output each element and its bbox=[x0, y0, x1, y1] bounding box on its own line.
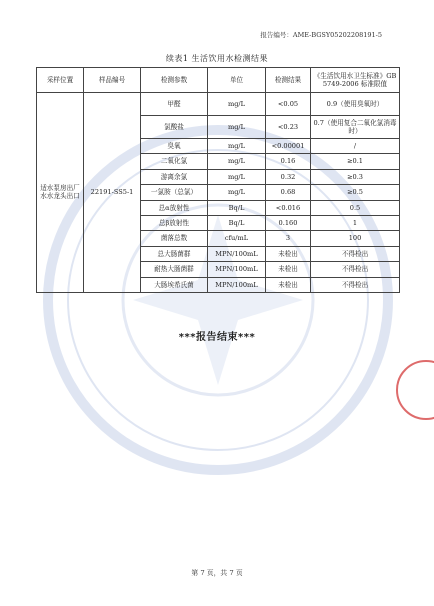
param-cell: 总β放射性 bbox=[141, 215, 208, 230]
col-header-sample-id: 样品编号 bbox=[84, 68, 141, 93]
unit-cell: MPN/100mL bbox=[208, 277, 266, 292]
result-cell: <0.05 bbox=[266, 93, 311, 116]
col-header-unit: 单位 bbox=[208, 68, 266, 93]
param-cell: 甲醛 bbox=[141, 93, 208, 116]
unit-cell: mg/L bbox=[208, 116, 266, 139]
page-number: 第 7 页，共 7 页 bbox=[191, 569, 243, 577]
unit-cell: MPN/100mL bbox=[208, 262, 266, 277]
result-cell: 未检出 bbox=[266, 262, 311, 277]
limit-cell: 不得检出 bbox=[311, 262, 400, 277]
limit-cell: 不得检出 bbox=[311, 246, 400, 261]
unit-cell: mg/L bbox=[208, 185, 266, 200]
red-seal-stamp bbox=[396, 360, 434, 420]
col-header-parameter: 检测参数 bbox=[141, 68, 208, 93]
limit-cell: 0.9（使用臭氧时） bbox=[311, 93, 400, 116]
unit-cell: mg/L bbox=[208, 169, 266, 184]
result-cell: 0.160 bbox=[266, 215, 311, 230]
report-number: 报告编号：AME-BGSY05202208191-5 bbox=[260, 31, 382, 39]
limit-cell: 100 bbox=[311, 231, 400, 246]
result-cell: <0.016 bbox=[266, 200, 311, 215]
result-cell: 0.32 bbox=[266, 169, 311, 184]
param-cell: 一氯胺（总氯） bbox=[141, 185, 208, 200]
param-cell: 臭氧 bbox=[141, 139, 208, 154]
result-cell: <0.00001 bbox=[266, 139, 311, 154]
param-cell: 耐热大肠菌群 bbox=[141, 262, 208, 277]
result-cell: 未检出 bbox=[266, 246, 311, 261]
param-cell: 游离余氯 bbox=[141, 169, 208, 184]
unit-cell: mg/L bbox=[208, 93, 266, 116]
result-cell: 3 bbox=[266, 231, 311, 246]
sample-id-cell: 22191-SS5-1 bbox=[84, 93, 141, 293]
result-cell: 未检出 bbox=[266, 277, 311, 292]
param-cell: 菌落总数 bbox=[141, 231, 208, 246]
col-header-location: 采样位置 bbox=[37, 68, 84, 93]
limit-cell: ≥0.1 bbox=[311, 154, 400, 169]
result-cell: 0.68 bbox=[266, 185, 311, 200]
limit-cell: 不得检出 bbox=[311, 277, 400, 292]
unit-cell: mg/L bbox=[208, 154, 266, 169]
param-cell: 大肠埃希氏菌 bbox=[141, 277, 208, 292]
unit-cell: mg/L bbox=[208, 139, 266, 154]
col-header-result: 检测结果 bbox=[266, 68, 311, 93]
limit-cell: ≥0.5 bbox=[311, 185, 400, 200]
result-cell: <0.23 bbox=[266, 116, 311, 139]
result-cell: 0.16 bbox=[266, 154, 311, 169]
limit-cell: 0.5 bbox=[311, 200, 400, 215]
results-table bbox=[36, 67, 400, 293]
limit-cell: 0.7（使用复合二氧化氯消毒时） bbox=[311, 116, 400, 139]
table-title: 续表1 生活饮用水检测结果 bbox=[165, 54, 269, 63]
limit-cell: 1 bbox=[311, 215, 400, 230]
unit-cell: Bq/L bbox=[208, 200, 266, 215]
unit-cell: cfu/mL bbox=[208, 231, 266, 246]
limit-cell: ≥0.3 bbox=[311, 169, 400, 184]
col-header-limit: 《生活饮用水卫生标准》GB 5749-2006 标准限值 bbox=[311, 68, 400, 93]
report-end-mark: ***报告结束*** bbox=[178, 332, 256, 343]
param-cell: 总α放射性 bbox=[141, 200, 208, 215]
table-row bbox=[37, 93, 400, 116]
unit-cell: MPN/100mL bbox=[208, 246, 266, 261]
table-header-row bbox=[37, 68, 400, 93]
limit-cell: / bbox=[311, 139, 400, 154]
param-cell: 二氧化氯 bbox=[141, 154, 208, 169]
param-cell: 总大肠菌群 bbox=[141, 246, 208, 261]
param-cell: 氯酸盐 bbox=[141, 116, 208, 139]
unit-cell: Bq/L bbox=[208, 215, 266, 230]
sample-location-cell: 适水泵房出厂水水龙头出口 bbox=[37, 93, 84, 293]
